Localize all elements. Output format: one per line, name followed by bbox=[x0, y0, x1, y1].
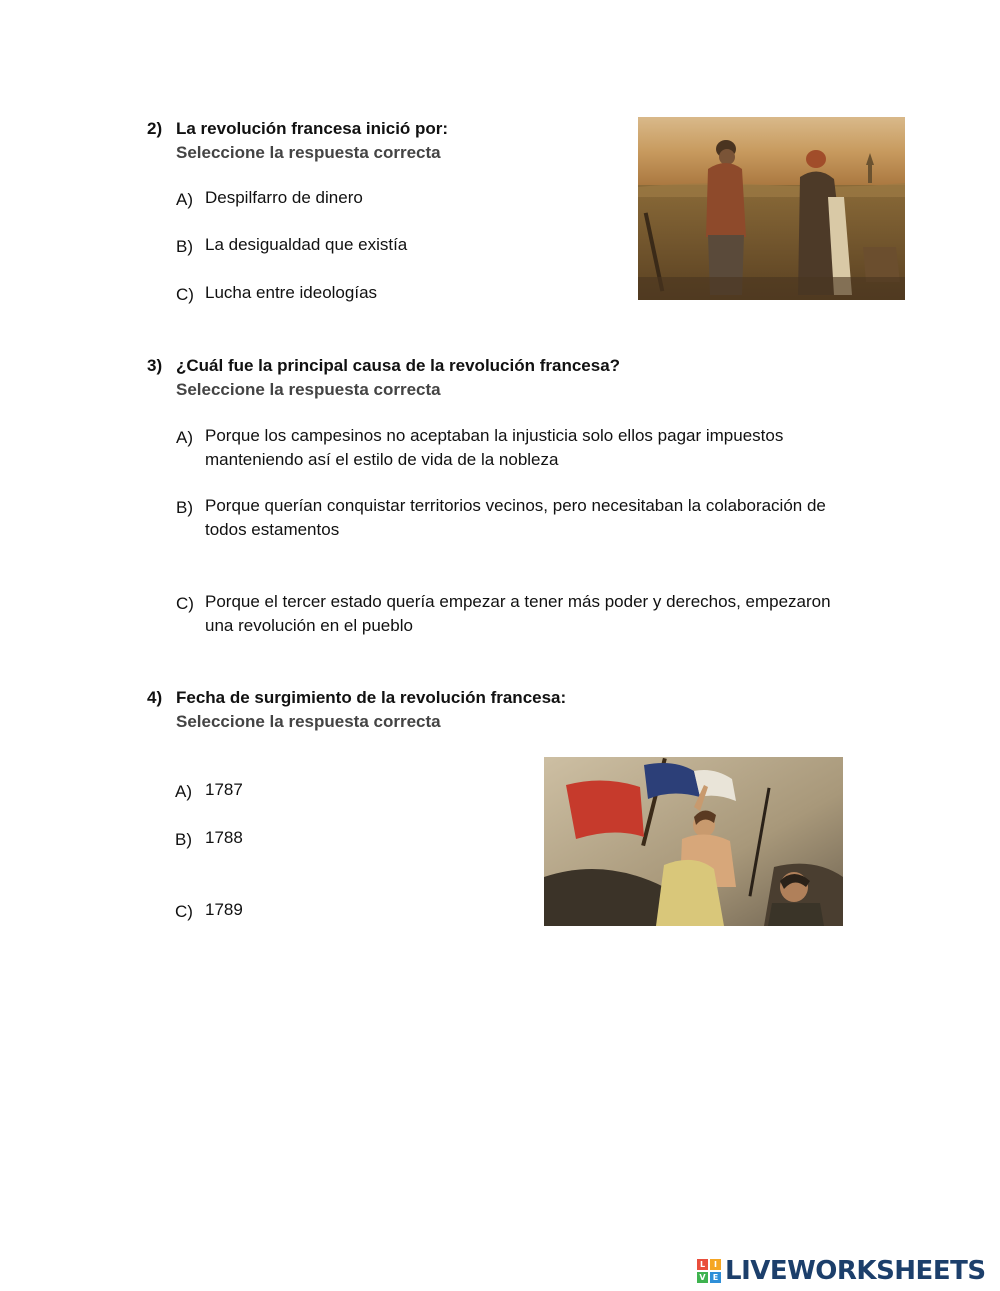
question-number: 4) bbox=[147, 688, 163, 707]
option-text-line2: manteniendo así el estilo de vida de la nobleza bbox=[205, 450, 559, 469]
liberty-painting-image bbox=[544, 757, 843, 926]
option-letter: A) bbox=[175, 782, 192, 801]
question-title: La revolución francesa inició por: bbox=[176, 119, 449, 138]
logo-block-v: V bbox=[697, 1272, 708, 1283]
option-text: La desigualdad que existía bbox=[205, 235, 408, 254]
logo-text: LIVEWORKSHEETS bbox=[725, 1256, 986, 1286]
angelus-painting-image bbox=[638, 117, 905, 300]
logo-block-i: I bbox=[710, 1259, 721, 1270]
option-letter: B) bbox=[176, 237, 193, 256]
logo-block-l: L bbox=[697, 1259, 708, 1270]
option-text-line1: Porque los campesinos no aceptaban la injusticia solo ellos pagar impuestos bbox=[205, 426, 784, 445]
question-title: Fecha de surgimiento de la revolución francesa: bbox=[176, 688, 567, 707]
question-instruction: Seleccione la respuesta correcta bbox=[176, 712, 441, 731]
option-letter: A) bbox=[176, 190, 193, 209]
question-number: 3) bbox=[147, 356, 163, 375]
question-instruction: Seleccione la respuesta correcta bbox=[176, 143, 441, 162]
question-number: 2) bbox=[147, 119, 163, 138]
option-text: 1789 bbox=[205, 900, 243, 919]
option-text: 1788 bbox=[205, 828, 243, 847]
option-text: Despilfarro de dinero bbox=[205, 188, 363, 207]
logo-block-e: E bbox=[710, 1272, 721, 1283]
option-letter: B) bbox=[175, 830, 192, 849]
option-text-line1: Porque querían conquistar territorios vecinos, pero necesitaban la colaboración de bbox=[205, 496, 826, 515]
option-text: Lucha entre ideologías bbox=[205, 283, 378, 302]
option-letter: B) bbox=[176, 498, 193, 517]
option-text-line1: Porque el tercer estado quería empezar a tener más poder y derechos, empezaron bbox=[205, 592, 831, 611]
option-text-line2: una revolución en el pueblo bbox=[205, 616, 413, 635]
option-text: 1787 bbox=[205, 780, 243, 799]
option-text-line2: todos estamentos bbox=[205, 520, 340, 539]
liveworksheets-logo bbox=[697, 1256, 986, 1286]
option-letter: C) bbox=[176, 594, 194, 613]
liberty-painting-icon bbox=[544, 757, 843, 926]
question-title: ¿Cuál fue la principal causa de la revolución francesa? bbox=[176, 356, 621, 375]
option-letter: C) bbox=[176, 285, 194, 304]
option-letter: C) bbox=[175, 902, 193, 921]
angelus-painting-icon bbox=[638, 117, 905, 300]
logo-blocks-icon bbox=[697, 1259, 721, 1283]
question-instruction: Seleccione la respuesta correcta bbox=[176, 380, 441, 399]
option-letter: A) bbox=[176, 428, 193, 447]
